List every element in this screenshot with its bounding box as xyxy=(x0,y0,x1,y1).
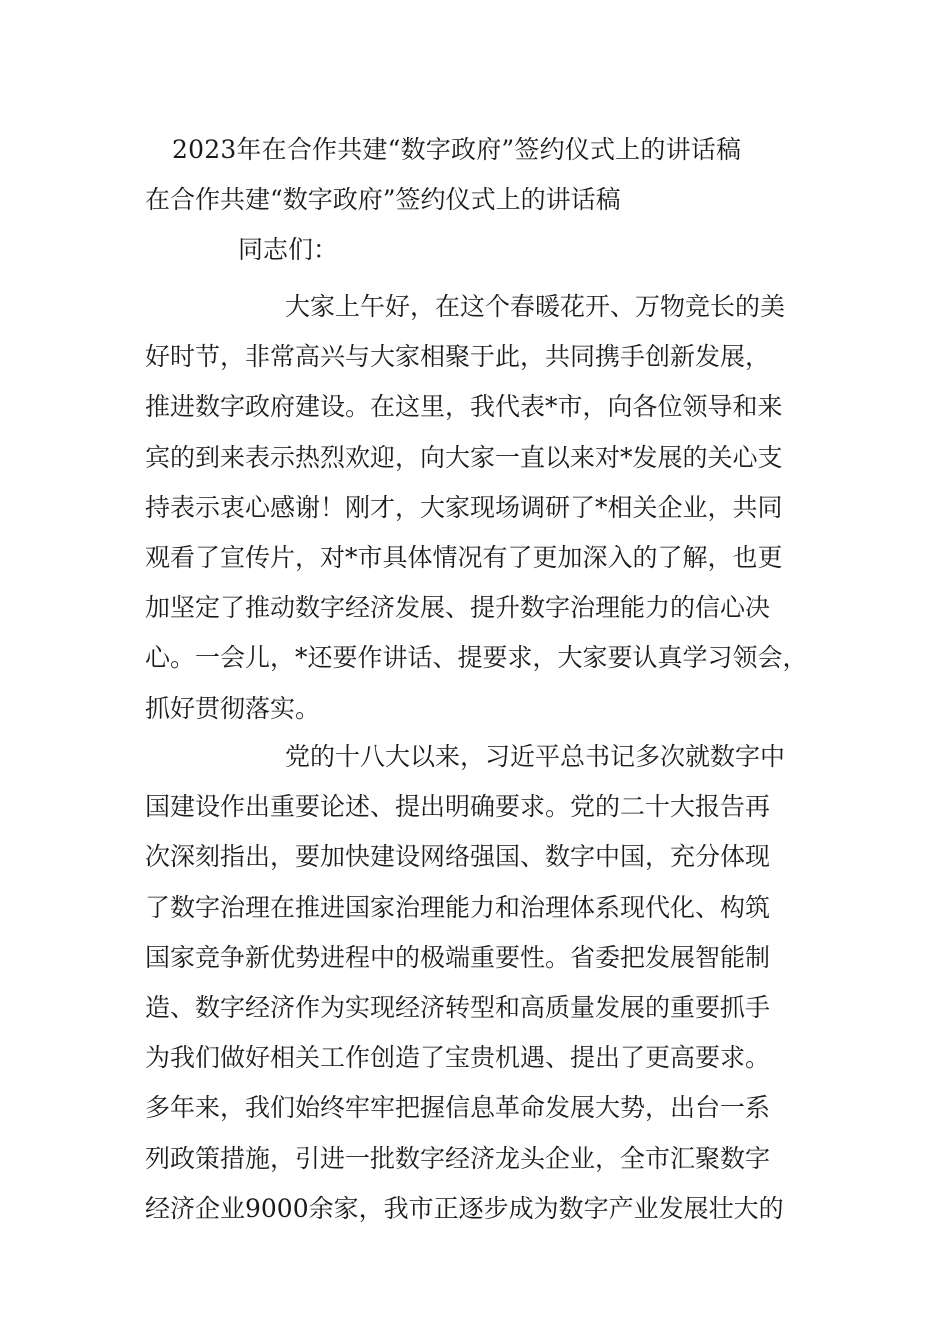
text-line: 为我们做好相关工作创造了宝贵机遇、提出了更高要求。 xyxy=(145,1043,771,1073)
document-subtitle: 在合作共建“数字政府”签约仪式上的讲话稿 xyxy=(145,185,621,214)
text-line: 好时节，非常高兴与大家相聚于此，共同携手创新发展， xyxy=(145,342,771,372)
text-line: 党的十八大以来，习近平总书记多次就数字中 xyxy=(285,742,786,771)
text-line: 大家上午好，在这个春暖花开、万物竞长的美 xyxy=(285,292,786,321)
document-title: 2023年在合作共建“数字政府”签约仪式上的讲话稿 xyxy=(172,135,742,164)
text-line: 国建设作出重要论述、提出明确要求。党的二十大报告再 xyxy=(145,792,771,822)
text-line: 观看了宣传片，对*市具体情况有了更加深入的了解，也更 xyxy=(145,542,783,572)
text-line: 列政策措施，引进一批数字经济龙头企业，全市汇聚数字 xyxy=(145,1143,771,1173)
text-line: 推进数字政府建设。在这里，我代表*市，向各位领导和来 xyxy=(145,392,783,422)
paragraph-2 xyxy=(145,732,825,1234)
text-line: 了数字治理在推进国家治理能力和治理体系现代化、构筑 xyxy=(145,892,771,922)
paragraph-1 xyxy=(145,282,825,734)
text-line: 持表示衷心感谢！刚才，大家现场调研了*相关企业，共同 xyxy=(145,492,783,522)
text-line: 多年来，我们始终牢牢把握信息革命发展大势，出台一系 xyxy=(145,1093,771,1123)
salutation: 同志们： xyxy=(238,235,339,264)
text-line: 加坚定了推动数字经济发展、提升数字治理能力的信心决 xyxy=(145,593,771,623)
text-line: 抓好贯彻落实。 xyxy=(145,693,321,723)
text-line: 国家竞争新优势进程中的极端重要性。省委把发展智能制 xyxy=(145,942,771,972)
text-line: 心。一会儿，*还要作讲话、提要求，大家要认真学习领会， xyxy=(145,643,808,673)
text-line: 宾的到来表示热烈欢迎，向大家一直以来对*发展的关心支 xyxy=(145,442,783,472)
text-line: 次深刻指出，要加快建设网络强国、数字中国，充分体现 xyxy=(145,842,771,872)
text-line: 经济企业9000余家，我市正逐步成为数字产业发展壮大的 xyxy=(145,1193,784,1223)
text-line: 造、数字经济作为实现经济转型和高质量发展的重要抓手 xyxy=(145,992,771,1022)
